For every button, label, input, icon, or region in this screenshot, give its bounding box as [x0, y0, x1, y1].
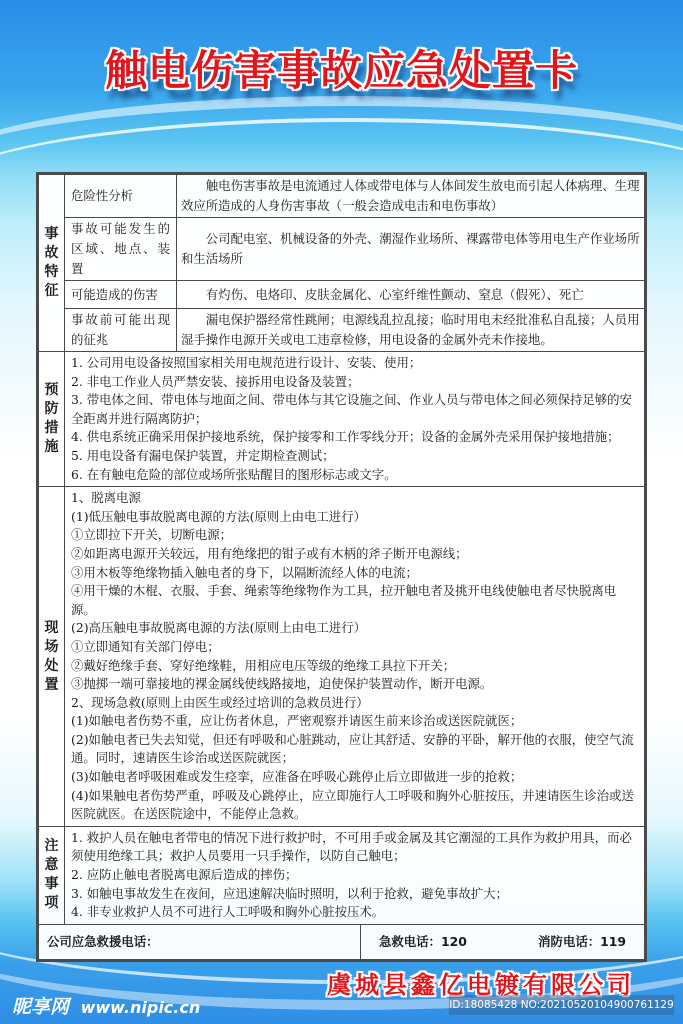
list-item: 1、脱离电源	[71, 490, 141, 506]
list-item: (1)低压触电事故脱离电源的方法(原则上由电工进行）	[71, 508, 366, 524]
list-item: ②如距离电源开关较远，用有绝缘把的钳子或有木柄的斧子断开电源线；	[71, 545, 468, 561]
label-char: 故	[44, 245, 59, 261]
list-item: (2)高压触电事故脱离电源的方法(原则上由电工进行）	[71, 620, 366, 636]
emergency-card	[36, 172, 647, 962]
list-item: 5. 用电设备有漏电保护装置，并定期检查测试；	[71, 447, 335, 463]
list-item: (4)如果触电者伤势严重，呼吸及心跳停止，应立即施行人工呼吸和胸外心脏按压，并速请医生诊治或送医院就医。在送医院途中，不能停止急救。	[71, 787, 634, 822]
list-item: ③抛掷一端可靠接地的裸金属线使线路接地，迫使保护装置动作，断开电源。	[71, 676, 493, 692]
label-char: 事	[44, 226, 59, 242]
list-item: 2. 非电工作业人员严禁安装、接拆用电设备及装置；	[71, 373, 360, 389]
company-phone-label: 公司应急救援电话：	[39, 925, 361, 960]
page-title: 触电伤害事故应急处置卡	[104, 46, 578, 95]
list-item: ④用干燥的木棍、衣服、手套、绳索等绝缘物作为工具，拉开触电者及挑开电线使触电者尽快脱离电源。	[71, 583, 617, 617]
label-char: 现	[44, 619, 59, 636]
phone-table	[38, 925, 645, 960]
row-content: 漏电保护器经常性跳闸；电源线乱拉乱接；临时用电未经批准私自乱接；人员用湿手操作电源开关或电工违章检修，用电设备的金属外壳未作接地。	[177, 309, 645, 352]
list-item: 4. 非专业救护人员不可进行人工呼吸和胸外心脏按压术。	[71, 904, 385, 920]
label-char: 置	[44, 676, 59, 693]
row-label: 事故可能发生的区域、地点、装置	[65, 218, 177, 281]
table-row	[39, 352, 645, 487]
list-item: 6. 在有触电危险的部位或场所张贴醒目的图形标志或文字。	[71, 466, 397, 482]
list-item: ①立即通知有关部门停电；	[71, 638, 220, 654]
image-id-badge: ID:18085428 NO:20210520104900761129	[449, 995, 674, 1015]
onsite-list	[65, 487, 645, 827]
section-label-characteristics	[39, 175, 65, 352]
first-aid-phone: 急救电话：120	[379, 933, 467, 949]
row-label: 事故前可能出现的征兆	[65, 309, 177, 352]
list-item: 3. 如触电事故发生在夜间，应迅速解决临时照明，以利于抢救，避免事故扩大；	[71, 885, 509, 901]
emergency-table	[38, 174, 645, 925]
label-char: 预	[44, 382, 59, 399]
row-content: 有灼伤、电烙印、皮肤金属化、心室纤维性颤动、窒息（假死）、死亡	[177, 281, 645, 309]
table-row	[39, 281, 645, 309]
table-row	[39, 175, 645, 218]
list-item: (2)如触电者已失去知觉，但还有呼吸和心脏跳动，应让其舒适、安静的平卧，解开他的衣服，使空气流通。同时，速请医生诊治或送医院就医；	[71, 731, 634, 766]
list-item: 2. 应防止触电者脱离电源后造成的摔伤；	[71, 867, 298, 883]
label-char: 意	[44, 857, 59, 874]
watermark	[12, 992, 200, 1019]
watermark-brand: 昵享网	[12, 996, 70, 1018]
list-item: 1. 救护人员在触电者带电的情况下进行救护时，不可用手或金属及其它潮湿的工具作为救护用具，而必须使用绝缘工具；救护人员要用一只手操作，以防自己触电；	[71, 829, 632, 864]
row-content: 公司配电室、机械设备的外壳、潮湿作业场所、裸露带电体等用电生产作业场所和生活场所	[177, 218, 645, 281]
row-label: 危险性分析	[65, 175, 177, 218]
phone-row	[39, 925, 645, 960]
section-label-onsite	[39, 487, 65, 827]
table-row	[39, 826, 645, 924]
label-char: 项	[44, 895, 59, 912]
list-item: ③用木板等绝缘物插入触电者的身下，以隔断流经人体的电流；	[71, 564, 418, 580]
list-item: (1)如触电者伤势不重，应让伤者休息，严密观察并请医生前来诊治或送医院就医；	[71, 713, 523, 729]
table-row	[39, 218, 645, 281]
label-char: 措	[44, 420, 59, 437]
public-phones	[361, 925, 645, 960]
list-item: 1. 公司用电设备按照国家相关用电规范进行设计、安装、使用；	[71, 355, 422, 370]
list-item: ②戴好绝缘手套、穿好绝缘鞋，用相应电压等级的绝缘工具拉下开关；	[71, 657, 456, 673]
row-label: 可能造成的伤害	[65, 281, 177, 309]
list-item: (3)如触电者呼吸困难或发生痉挛，应准备在呼吸心跳停止后立即做进一步的抢救；	[71, 769, 523, 785]
list-item: 4. 供电系统正确采用保护接地系统，保护接零和工作零线分开；设备的金属外壳采用保护接地措施；	[71, 429, 620, 445]
label-char: 注	[44, 838, 59, 855]
label-char: 处	[44, 657, 59, 674]
row-content: 触电伤害事故是电流通过人体或带电体与人体间发生放电而引起人体病理、生理效应所造成的人身伤害事故（一般会造成电击和电伤事故）	[177, 175, 645, 218]
list-item: ①立即拉下开关，切断电源；	[71, 527, 233, 543]
list-item: 3. 带电体之间、带电体与地面之间、带电体与其它设施之间、作业人员与带电体之间必须保持足够的安全距离并进行隔离防护；	[71, 392, 632, 426]
fire-phone: 消防电话：119	[538, 933, 626, 949]
section-label-notes	[39, 826, 65, 924]
section-label-prevention	[39, 352, 65, 487]
notes-list	[65, 826, 645, 924]
label-char: 事	[44, 876, 59, 893]
prevention-list	[65, 352, 645, 487]
label-char: 场	[44, 638, 59, 655]
label-char: 防	[44, 401, 59, 418]
company-name: 虞城县鑫亿电镀有限公司	[327, 971, 635, 999]
list-item: 2、现场急救(原则上由医生或经过培训的急救员进行）	[71, 694, 369, 710]
table-row	[39, 309, 645, 352]
label-char: 征	[44, 283, 59, 299]
label-char: 施	[44, 439, 59, 456]
label-char: 特	[44, 264, 59, 280]
table-row	[39, 487, 645, 827]
watermark-url: www.nipic.cn	[80, 998, 201, 1017]
